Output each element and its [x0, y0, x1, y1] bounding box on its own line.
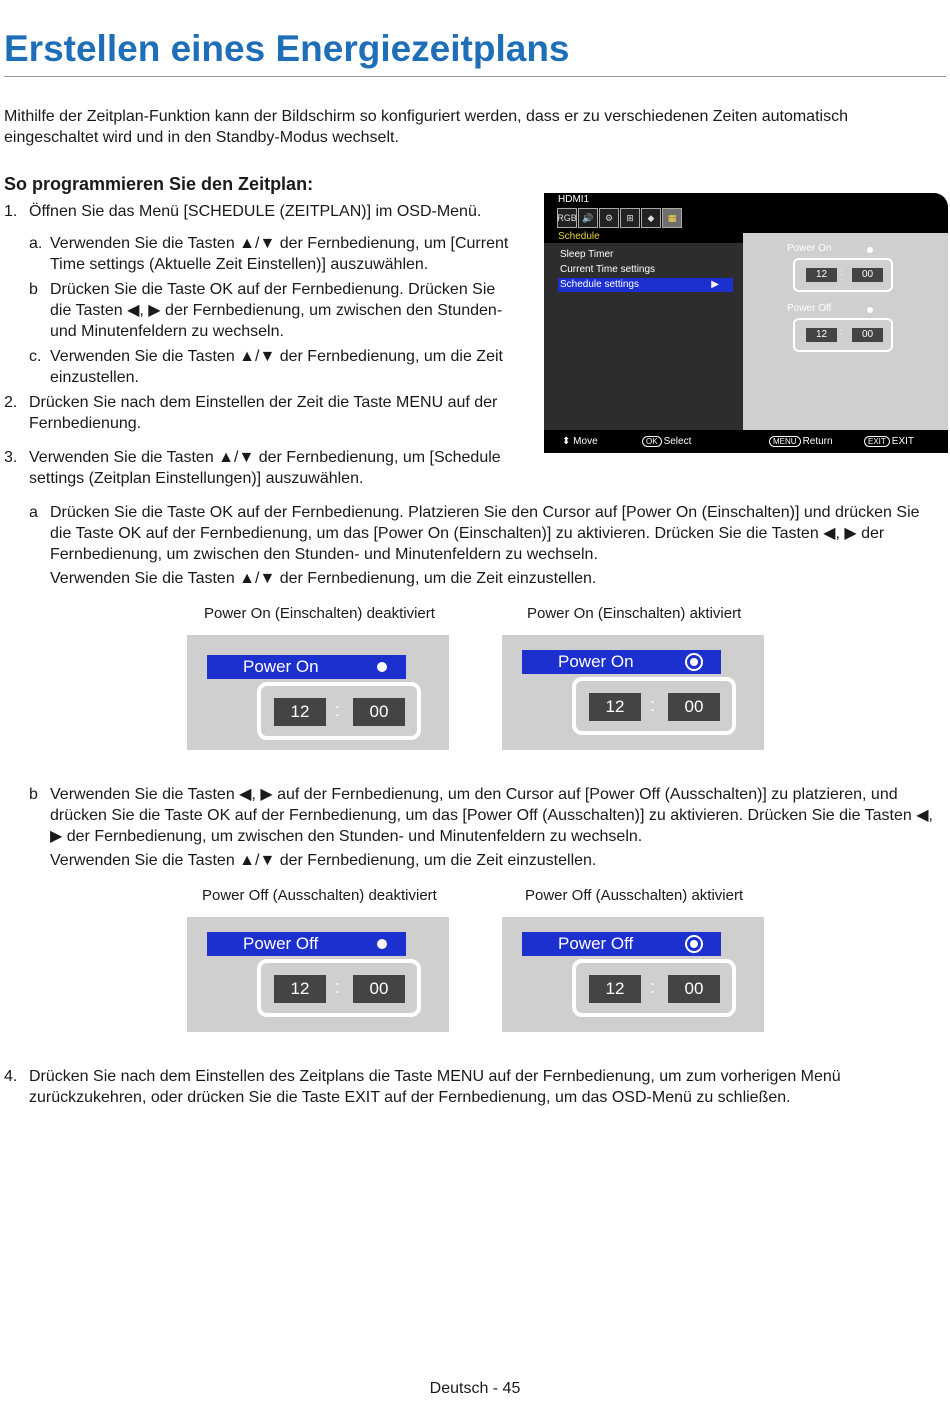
hour-field: 12 [589, 975, 641, 1003]
hour-field: 12 [274, 698, 326, 726]
power-off-disabled-panel [187, 917, 449, 1032]
step-1a-text: Verwenden Sie die Tasten ▲/▼ der Fernbedienung, um [Current Time settings (Aktuelle Zeit Einstellen)] auszuwählen. [50, 235, 509, 273]
step-3a-text-2: Verwenden Sie die Tasten ▲/▼ der Fernbedienung, um die Zeit einzustellen. [50, 570, 597, 587]
step-1b-text: Drücken Sie die Taste OK auf der Fernbedienung. Drücken Sie die Tasten ◀, ▶ der Fernbedienung, um zwischen den Stunden- und Minutenfeldern zu wechseln. [50, 281, 503, 340]
menu-key-icon: MENU [769, 436, 801, 447]
time-colon: : [335, 977, 341, 997]
gear-icon: ⚙ [599, 208, 619, 228]
osd-power-off-label: Power Off [787, 303, 832, 314]
step-2-text: Drücken Sie nach dem Einstellen der Zeit die Taste MENU auf der Fernbedienung. [29, 394, 498, 432]
osd-item-sleep-timer: Sleep Timer [560, 249, 614, 260]
power-on-bar: Power On [207, 655, 406, 679]
hour-field: 12 [589, 693, 641, 721]
time-box [257, 682, 421, 740]
osd-move-hint: ⬍ Move [562, 436, 598, 447]
indicator-off-icon [377, 662, 387, 672]
step-1-text: Öffnen Sie das Menü [SCHEDULE (ZEITPLAN)] im OSD-Menü. [29, 203, 482, 220]
step-3b-text-2: Verwenden Sie die Tasten ▲/▼ der Fernbedienung, um die Zeit einzustellen. [50, 852, 597, 869]
osd-exit-hint: EXIT EXIT [864, 436, 914, 447]
time-box [572, 959, 736, 1017]
move-icon: ⬍ [562, 436, 571, 447]
time-box [257, 959, 421, 1017]
osd-power-on-hour: 12 [806, 268, 837, 282]
step-3-number: 3. [4, 449, 18, 466]
power-on-disabled-panel [187, 635, 449, 750]
schedule-icon: ▦ [662, 208, 682, 228]
tag-icon: ◆ [641, 208, 661, 228]
step-3-text: Verwenden Sie die Tasten ▲/▼ der Fernbedienung, um [Schedule settings (Zeitplan Einstellungen)] auszuwählen. [29, 449, 501, 487]
power-on-disabled-caption: Power On (Einschalten) deaktiviert [204, 605, 435, 622]
minute-field: 00 [668, 975, 720, 1003]
minute-field: 00 [668, 693, 720, 721]
page-footer: Deutsch - 45 [429, 1380, 521, 1397]
osd-item-current-time: Current Time settings [560, 264, 656, 275]
osd-colon: : [840, 267, 843, 278]
osd-select-hint: OK Select [642, 436, 691, 447]
osd-input-label: HDMI1 [558, 194, 590, 205]
time-box [572, 677, 736, 735]
step-3b-text: Verwenden Sie die Tasten ◀, ▶ auf der Fernbedienung, um den Cursor auf [Power Off (Ausschalten)] zu platzieren, und drücken Sie die Taste OK auf der Fernbedienung, um das [Power Off (Ausschalten)] zu aktivieren. Drücken Sie die Tasten ◀, ▶ der Fernbedienung, um zwischen den Stunden- und Minutenfeldern zu wechseln. [50, 786, 933, 845]
intro-paragraph: Mithilfe der Zeitplan-Funktion kann der Bildschirm so konfiguriert werden, dass er zu verschiedenen Zeiten automatisch eingeschaltet wird und in den Standby-Modus wechselt. [4, 108, 848, 146]
power-on-enabled-caption: Power On (Einschalten) aktiviert [527, 605, 742, 622]
power-off-bar: Power Off [207, 932, 406, 956]
step-1b-letter: b [29, 281, 38, 298]
osd-power-on-minute: 00 [852, 268, 883, 282]
step-4-text: Drücken Sie nach dem Einstellen des Zeitplans die Taste MENU auf der Fernbedienung, um zum vorherigen Menü zurückzukehren, oder drücken Sie die Taste EXIT auf der Fernbedienung, um das OSD-Menü zu schließen. [29, 1068, 841, 1106]
page-title: Erstellen eines Energiezeitplans [4, 28, 570, 69]
step-1c-letter: c. [29, 348, 42, 365]
osd-power-off-indicator [867, 307, 873, 313]
power-off-enabled-caption: Power Off (Ausschalten) aktiviert [525, 887, 744, 904]
speaker-icon: 🔊 [578, 208, 598, 228]
osd-item-schedule-settings [558, 278, 733, 292]
osd-power-on-label: Power On [787, 243, 832, 254]
hour-field: 12 [274, 975, 326, 1003]
osd-menu-screenshot [544, 193, 948, 453]
minute-field: 00 [353, 698, 405, 726]
indicator-on-icon [685, 935, 703, 953]
step-1-number: 1. [4, 203, 18, 220]
exit-key-icon: EXIT [864, 436, 890, 447]
time-colon: : [650, 695, 656, 715]
arrow-right-icon: ▶ [711, 279, 719, 290]
step-1c-text: Verwenden Sie die Tasten ▲/▼ der Fernbedienung, um die Zeit einzustellen. [50, 348, 503, 386]
osd-power-on-indicator [867, 247, 873, 253]
power-on-bar: Power On [522, 650, 721, 674]
step-1a-letter: a. [29, 235, 43, 252]
osd-return-hint: MENU Return [769, 436, 833, 447]
power-off-enabled-panel [502, 917, 764, 1032]
power-on-enabled-panel [502, 635, 764, 750]
indicator-on-icon [685, 653, 703, 671]
rgb-icon: RGB [557, 208, 577, 228]
step-3b-letter: b [29, 786, 38, 803]
osd-section-title: Schedule [558, 231, 600, 242]
time-colon: : [335, 700, 341, 720]
osd-power-on-time [793, 258, 893, 292]
osd-right-panel [743, 233, 948, 430]
power-off-bar: Power Off [522, 932, 721, 956]
osd-icon-bar [557, 208, 682, 230]
howto-heading: So programmieren Sie den Zeitplan: [4, 174, 314, 194]
indicator-off-icon [377, 939, 387, 949]
osd-power-off-hour: 12 [806, 328, 837, 342]
ok-key-icon: OK [642, 436, 662, 447]
osd-power-off-time [793, 318, 893, 352]
power-off-disabled-caption: Power Off (Ausschalten) deaktiviert [202, 887, 437, 904]
network-icon: ⊞ [620, 208, 640, 228]
osd-item-schedule-settings-label: Schedule settings [560, 279, 639, 290]
time-colon: : [650, 977, 656, 997]
title-divider [4, 76, 946, 77]
minute-field: 00 [353, 975, 405, 1003]
osd-power-off-minute: 00 [852, 328, 883, 342]
osd-footer [544, 431, 948, 453]
step-3a-text: Drücken Sie die Taste OK auf der Fernbedienung. Platzieren Sie den Cursor auf [Power On (Einschalten)] und drücken Sie die Taste OK auf der Fernbedienung, um das [Power On (Einschalten)] zu aktivieren. Drücken Sie die Tasten ◀, ▶ der Fernbedienung, um zwischen den Stunden- und Minutenfeldern zu wechseln. [50, 504, 920, 563]
step-4-number: 4. [4, 1068, 18, 1085]
osd-colon: : [840, 327, 843, 338]
step-2-number: 2. [4, 394, 18, 411]
step-3a-letter: a [29, 504, 38, 521]
